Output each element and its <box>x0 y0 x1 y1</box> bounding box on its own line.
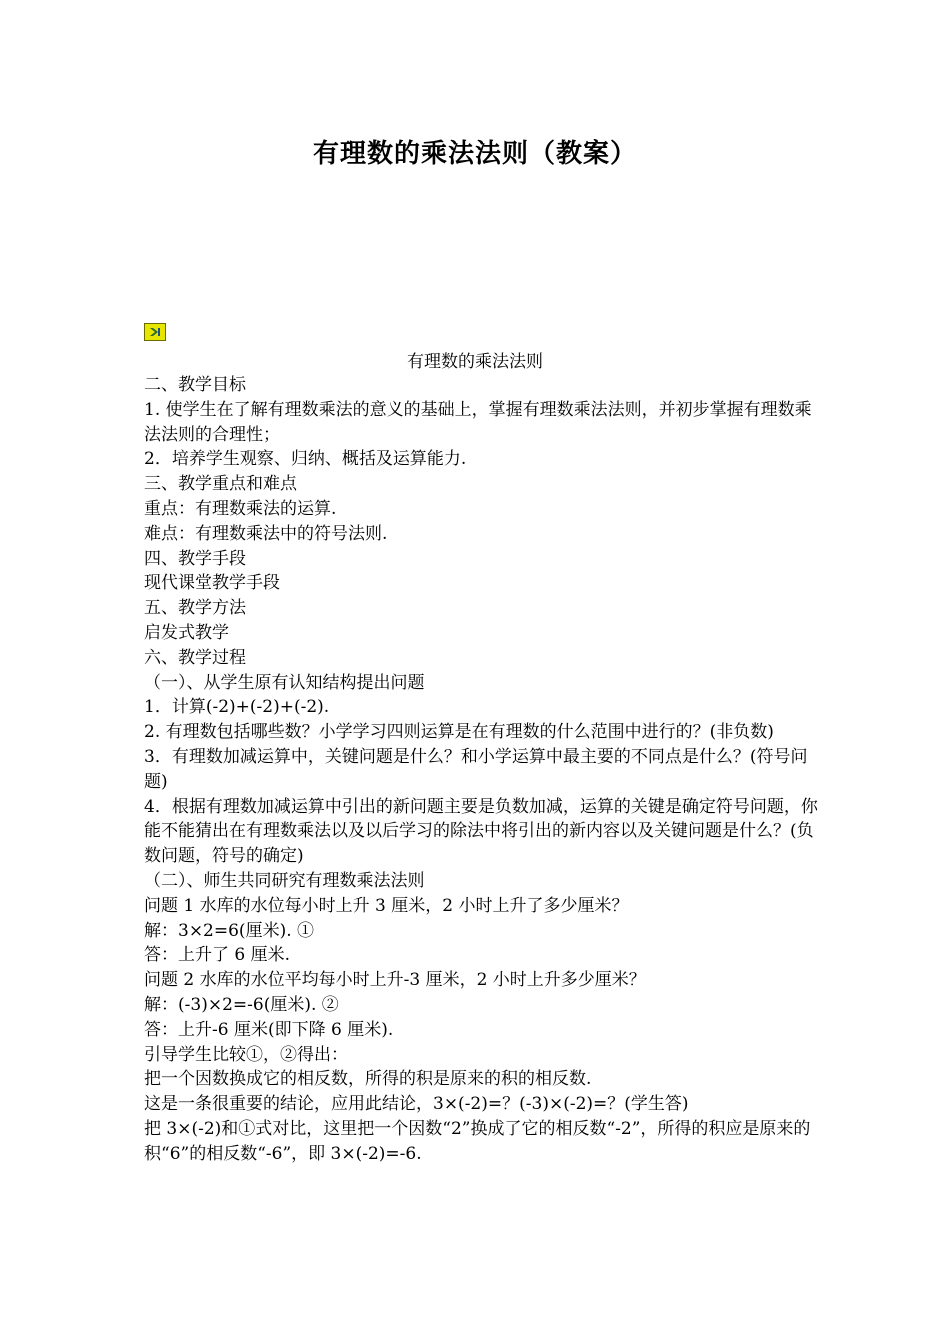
subheading-part-2: （二）、师生共同研究有理数乘法法则 <box>144 870 425 891</box>
document-body <box>144 373 824 1167</box>
answer-1: 答：上升了 6 厘米. <box>144 945 291 966</box>
document-link-icon-glyph <box>145 324 165 340</box>
section-subtitle: 有理数的乘法法则 <box>407 352 543 372</box>
question-2: 2. 有理数包括哪些数？小学学习四则运算是在有理数的什么范围中进行的？(非负数) <box>144 722 774 743</box>
document-title: 有理数的乘法法则（教案） <box>312 139 637 169</box>
heading-teaching-method: 五、教学方法 <box>144 598 246 619</box>
difficult-point: 难点：有理数乘法中的符号法则. <box>144 523 388 544</box>
problem-2: 问题 2 水库的水位平均每小时上升-3 厘米，2 小时上升多少厘米？ <box>144 970 646 991</box>
document-link-icon[interactable] <box>144 323 166 341</box>
application-note: 这是一条很重要的结论，应用此结论，3×(-2)=？(-3)×(-2)=？(学生答) <box>144 1094 689 1115</box>
question-3: 3．有理数加减运算中，关键问题是什么？和小学运算中最主要的不同点是什么？(符号问题) <box>144 746 808 792</box>
goal-item-2: 2．培养学生观察、归纳、概括及运算能力. <box>144 449 467 470</box>
comparison-intro: 引导学生比较①，②得出： <box>144 1044 348 1065</box>
subheading-part-1: （一）、从学生原有认知结构提出问题 <box>144 672 425 693</box>
solution-2: 解：(-3)×2=-6(厘米). ② <box>144 994 339 1015</box>
answer-2: 答：上升-6 厘米(即下降 6 厘米). <box>144 1019 394 1040</box>
teaching-method-text: 启发式教学 <box>144 622 229 643</box>
key-point: 重点：有理数乘法的运算. <box>144 498 337 519</box>
solution-1: 解：3×2=6(厘米). ① <box>144 920 315 941</box>
conclusion: 把一个因数换成它的相反数，所得的积是原来的积的相反数. <box>144 1069 592 1090</box>
question-1: 1．计算(-2)+(-2)+(-2). <box>144 697 330 718</box>
heading-teaching-process: 六、教学过程 <box>144 647 246 668</box>
heading-teaching-means: 四、教学手段 <box>144 548 246 569</box>
heading-teaching-goals: 二、教学目标 <box>144 375 246 395</box>
problem-1: 问题 1 水库的水位每小时上升 3 厘米，2 小时上升了多少厘米？ <box>144 895 629 916</box>
comparison-explanation: 把 3×(-2)和①式对比，这里把一个因数“2”换成了它的相反数“-2”，所得的积应是原来的积“6”的相反数“-6”，即 3×(-2)=-6. <box>144 1118 811 1164</box>
teaching-means-text: 现代课堂教学手段 <box>144 573 280 594</box>
goal-item-1: 1. 使学生在了解有理数乘法的意义的基础上，掌握有理数乘法法则，并初步掌握有理数乘法法则的合理性； <box>144 399 812 445</box>
question-4: 4．根据有理数加减运算中引出的新问题主要是负数加减，运算的关键是确定符号问题，你能不能猜出在有理数乘法以及以后学习的除法中将引出的新内容以及关键问题是什么？(负数问题，符号的确定) <box>144 796 818 867</box>
heading-key-points: 三、教学重点和难点 <box>144 474 297 495</box>
